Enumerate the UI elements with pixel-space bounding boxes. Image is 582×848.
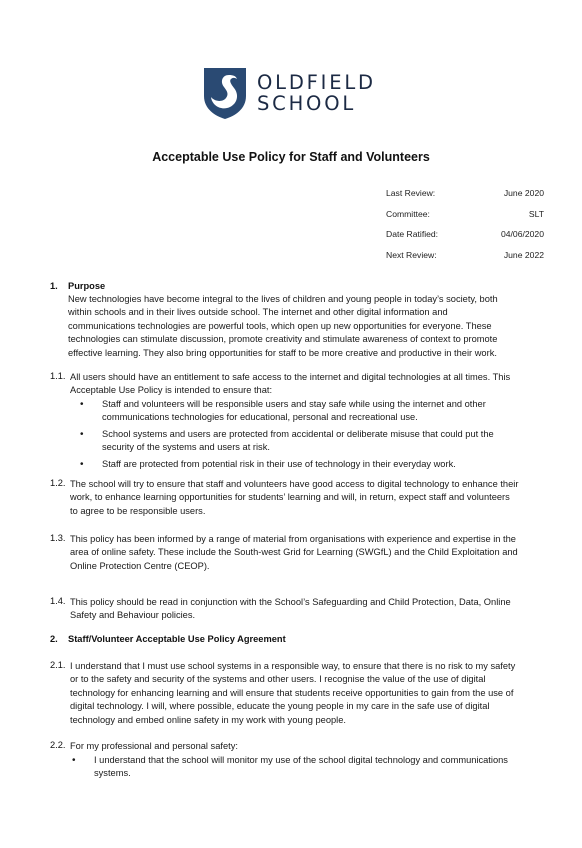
- logo-line-1: OLDFIELD: [257, 71, 376, 94]
- text-line: I understand that I must use school systems in a responsible way, to ensure that there is no risk to my safety: [70, 661, 516, 671]
- logo-wordmark: [257, 72, 376, 114]
- meta-row-next-review: [386, 245, 544, 266]
- section-1-body: [68, 293, 498, 360]
- meta-row-date-ratified: [386, 224, 544, 245]
- text-line: to agree to be responsible users.: [70, 505, 206, 516]
- section-1-1-body: [70, 371, 510, 398]
- section-1-2-number: 1.2.: [50, 478, 66, 488]
- text-line: • Staff are protected from potential risk in their use of technology in their everyday work.: [102, 458, 456, 469]
- text-line: New technologies have become integral to the lives of children and young people in today’s society, both: [68, 294, 498, 304]
- text-line: communications technologies for educational, personal and recreational use.: [102, 412, 418, 423]
- section-1-heading: Purpose: [68, 281, 106, 291]
- section-2-1-number: 2.1.: [50, 660, 66, 670]
- text-line: • I understand that the school will monitor my use of the school digital technology and communications: [94, 755, 508, 765]
- document-title: Acceptable Use Policy for Staff and Volunteers: [152, 150, 430, 164]
- swan-shield-icon: [202, 66, 248, 120]
- section-1-3-body: [70, 533, 518, 573]
- text-line: Acceptable Use Policy is intended to ensure that:: [70, 385, 273, 396]
- text-line: security of the systems and users at risk.: [102, 442, 270, 453]
- section-1-4-number: 1.4.: [50, 596, 66, 606]
- section-2-1-body: [70, 660, 515, 727]
- section-1-2-body: [70, 478, 518, 518]
- meta-label: Last Review:: [386, 188, 436, 198]
- text-line: or to the safety and security of the systems and other users. I recognise the value of the use of digital: [70, 674, 486, 685]
- text-line: All users should have an entitlement to safe access to the internet and digital technologies at all times. This: [70, 372, 511, 382]
- text-line: • School systems and users are protected from accidental or deliberate misuse that could put the: [102, 428, 494, 439]
- section-1-1-number: 1.1.: [50, 371, 66, 381]
- text-line: systems.: [94, 768, 131, 779]
- list-item: [78, 398, 494, 425]
- meta-label: Next Review:: [386, 249, 437, 260]
- text-line: For my professional and personal safety:: [70, 741, 238, 751]
- section-2-number: 2.: [50, 634, 58, 644]
- meta-label: Date Ratified:: [386, 229, 439, 239]
- meta-value: June 2020: [503, 188, 544, 198]
- section-2-2-number: 2.2.: [50, 740, 66, 750]
- text-line: technologies can stimulate discussion, promote creativity and stimulate awareness of context to promote: [68, 334, 498, 345]
- text-line: The school will try to ensure that staff and volunteers have good access to digital technology to enhance their: [70, 479, 519, 489]
- section-2-heading: Staff/Volunteer Acceptable Use Policy Agreement: [68, 634, 286, 644]
- text-line: Safety and Behaviour policies.: [70, 610, 196, 621]
- section-1-1-bullets: [78, 398, 494, 474]
- section-2-2-bullets: [70, 754, 508, 784]
- logo-line-2: SCHOOL: [257, 92, 357, 115]
- section-1-3-number: 1.3.: [50, 533, 66, 543]
- list-item: [78, 458, 494, 471]
- text-line: effective learning. They also bring opportunities for staff to be more creative and productive in their work.: [68, 347, 497, 358]
- meta-row-last-review: [386, 183, 544, 204]
- text-line: • Staff and volunteers will be responsible users and stay safe while using the internet and other: [102, 399, 486, 409]
- meta-value: 04/06/2020: [500, 229, 544, 239]
- section-1-4-body: [70, 596, 511, 623]
- text-line: This policy should be read in conjunction with the School’s Safeguarding and Child Protection, Data, Online: [70, 597, 511, 607]
- text-line: technology and embed online safety in my work with young people.: [70, 714, 346, 725]
- section-2-2-body: [70, 740, 238, 753]
- text-line: communications technologies are powerful tools, which open up new opportunities for everyone. These: [68, 320, 492, 331]
- list-item: [78, 428, 494, 455]
- text-line: digital technology. I will, where possible, educate the young people in my care in the safe use of digital: [70, 701, 490, 712]
- section-1-number: 1.: [50, 281, 58, 291]
- text-line: technology for enhancing learning and will ensure that students receive opportunities to gain from the use of: [70, 687, 514, 698]
- text-line: area of online safety. These include the South-west Grid for Learning (SWGfL) and the Child Exploitation and: [70, 547, 518, 558]
- meta-label: Committee:: [386, 208, 430, 219]
- text-line: work, to enhance learning opportunities for students’ learning and will, in return, expect staff and volunteers: [70, 492, 510, 503]
- review-metadata: [386, 183, 544, 265]
- list-item: [70, 754, 508, 781]
- text-line: This policy has been informed by a range of material from organisations with experience and expertise in the: [70, 534, 516, 544]
- school-logo: [202, 66, 376, 120]
- text-line: Online Protection Centre (CEOP).: [70, 560, 210, 571]
- meta-value: SLT: [528, 208, 544, 219]
- meta-value: June 2022: [503, 249, 544, 260]
- meta-row-committee: [386, 204, 544, 225]
- text-line: within schools and in their lives outside school. The internet and other digital information and: [68, 307, 448, 318]
